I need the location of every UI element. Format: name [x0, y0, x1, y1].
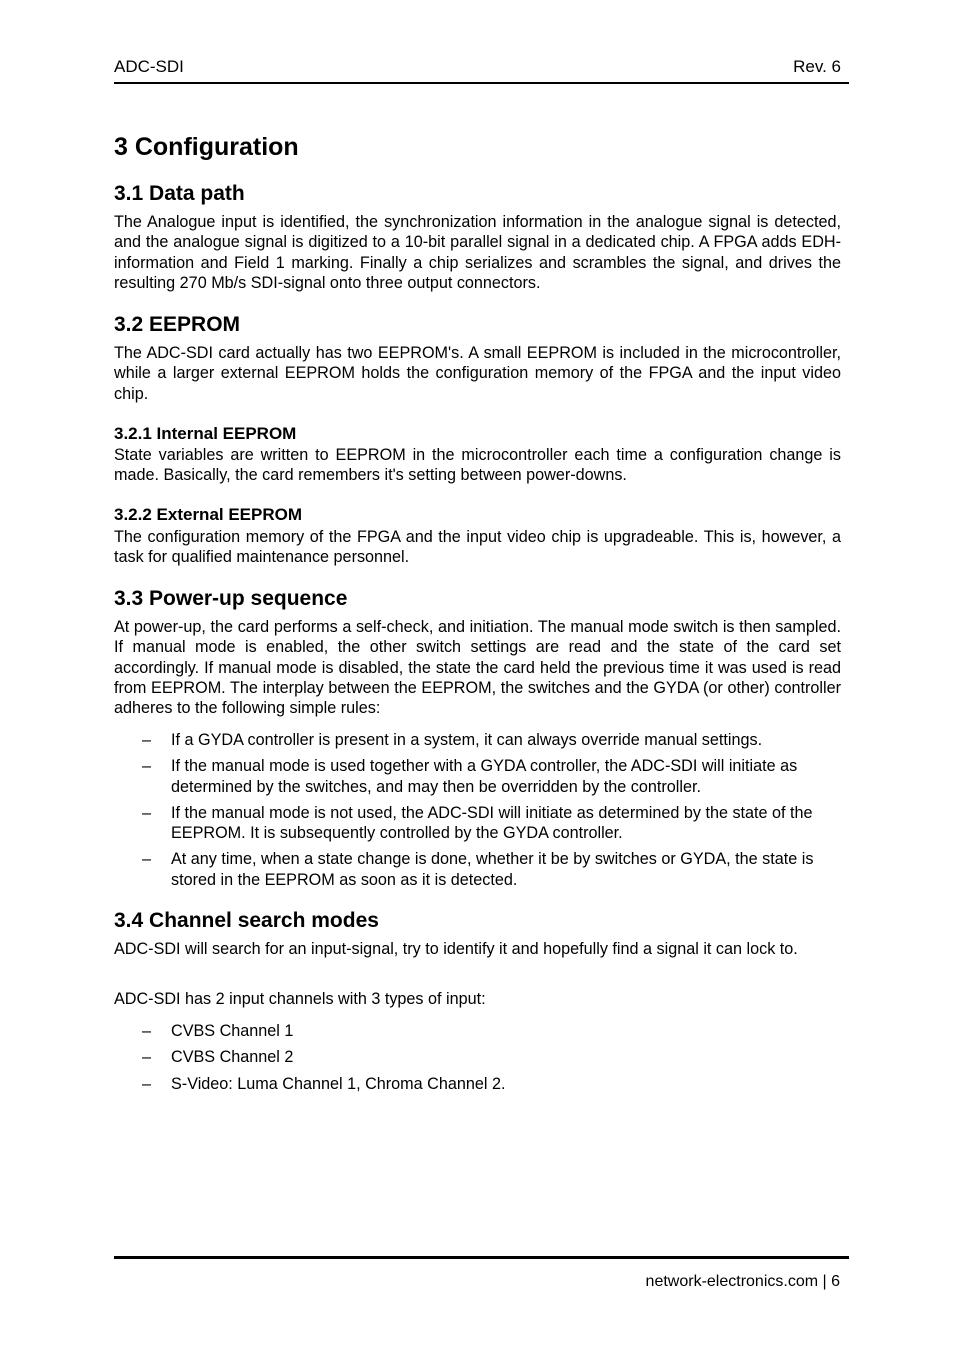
header-revision: Rev. 6 — [793, 57, 841, 76]
section-3-heading: 3 Configuration — [114, 133, 299, 161]
dash-bullet: – — [142, 1022, 152, 1040]
input-types-list — [114, 1021, 841, 1100]
section-3-2-2-body: The configuration memory of the FPGA and the input video chip is upgradeable. This is, however, a task for qualified maintenance personnel. — [114, 528, 841, 567]
section-3-3-heading: 3.3 Power-up sequence — [114, 587, 348, 610]
dash-bullet: – — [142, 731, 152, 749]
section-3-1-heading: 3.1 Data path — [114, 182, 245, 205]
power-up-rules-list — [114, 730, 841, 896]
list-item: – If a GYDA controller is present in a system, it can always override manual settings. — [142, 731, 763, 749]
section-3-2-body: The ADC-SDI card actually has two EEPROM's. A small EEPROM is included in the microcontroller, while a larger external EEPROM holds the configuration memory of the FPGA and the input video chip. — [114, 344, 841, 403]
section-3-2-2-heading: 3.2.2 External EEPROM — [114, 505, 303, 524]
section-3-4-heading: 3.4 Channel search modes — [114, 909, 379, 932]
header-document-title: ADC-SDI — [114, 57, 184, 76]
section-3-3-body: At power-up, the card performs a self-check, and initiation. The manual mode switch is then sampled. If manual mode is enabled, the other switch settings are read and the state of the card set accordingly. If manual mode is disabled, the state the card held the previous time it was used is read from EEPROM. The interplay between the EEPROM, the switches and the GYDA (or other) controller adheres to the following simple rules: — [114, 618, 841, 718]
section-3-2-heading: 3.2 EEPROM — [114, 313, 241, 336]
footer-rule — [114, 1256, 849, 1259]
dash-bullet: – — [142, 803, 152, 822]
list-item: – At any time, when a state change is done, whether it be by switches or GYDA, the state is stored in the EEPROM as soon as it is detected. — [142, 850, 814, 889]
page-header — [114, 56, 849, 78]
header-rule — [114, 82, 849, 84]
list-item: – If the manual mode is used together with a GYDA controller, the ADC-SDI will initiate as determined by the switches, and may then be overridden by the controller. — [142, 757, 798, 796]
list-item: – CVBS Channel 2 — [142, 1048, 294, 1067]
list-item: – If the manual mode is not used, the ADC-SDI will initiate as determined by the state of the EEPROM. It is subsequently controlled by the GYDA controller. — [142, 803, 813, 843]
list-item: – S-Video: Luma Channel 1, Chroma Channel 2. — [142, 1074, 506, 1093]
section-3-2-1-heading: 3.2.1 Internal EEPROM — [114, 424, 297, 443]
section-3-4-body-1: ADC-SDI will search for an input-signal, try to identify it and hopefully find a signal it can lock to. — [114, 940, 798, 958]
list-item: – CVBS Channel 1 — [142, 1022, 294, 1040]
dash-bullet: – — [142, 1048, 152, 1067]
section-3-4-body-2: ADC-SDI has 2 input channels with 3 types of input: — [114, 990, 486, 1008]
dash-bullet: – — [142, 757, 152, 776]
dash-bullet: – — [142, 1074, 152, 1093]
section-3-1-body: The Analogue input is identified, the synchronization information in the analogue signal is detected, and the analogue signal is digitized to a 10-bit parallel signal in a dedicated chip. A FPGA adds EDH-information and Field 1 marking. Finally a chip serializes and scrambles the signal, and drives the resulting 270 Mb/s SDI-signal onto three output connectors. — [114, 213, 841, 292]
page-footer: network-electronics.com | 6 — [645, 1273, 840, 1290]
dash-bullet: – — [142, 850, 152, 869]
section-3-2-1-body: State variables are written to EEPROM in the microcontroller each time a configuration change is made. Basically, the card remembers it's setting between power-downs. — [114, 446, 841, 485]
